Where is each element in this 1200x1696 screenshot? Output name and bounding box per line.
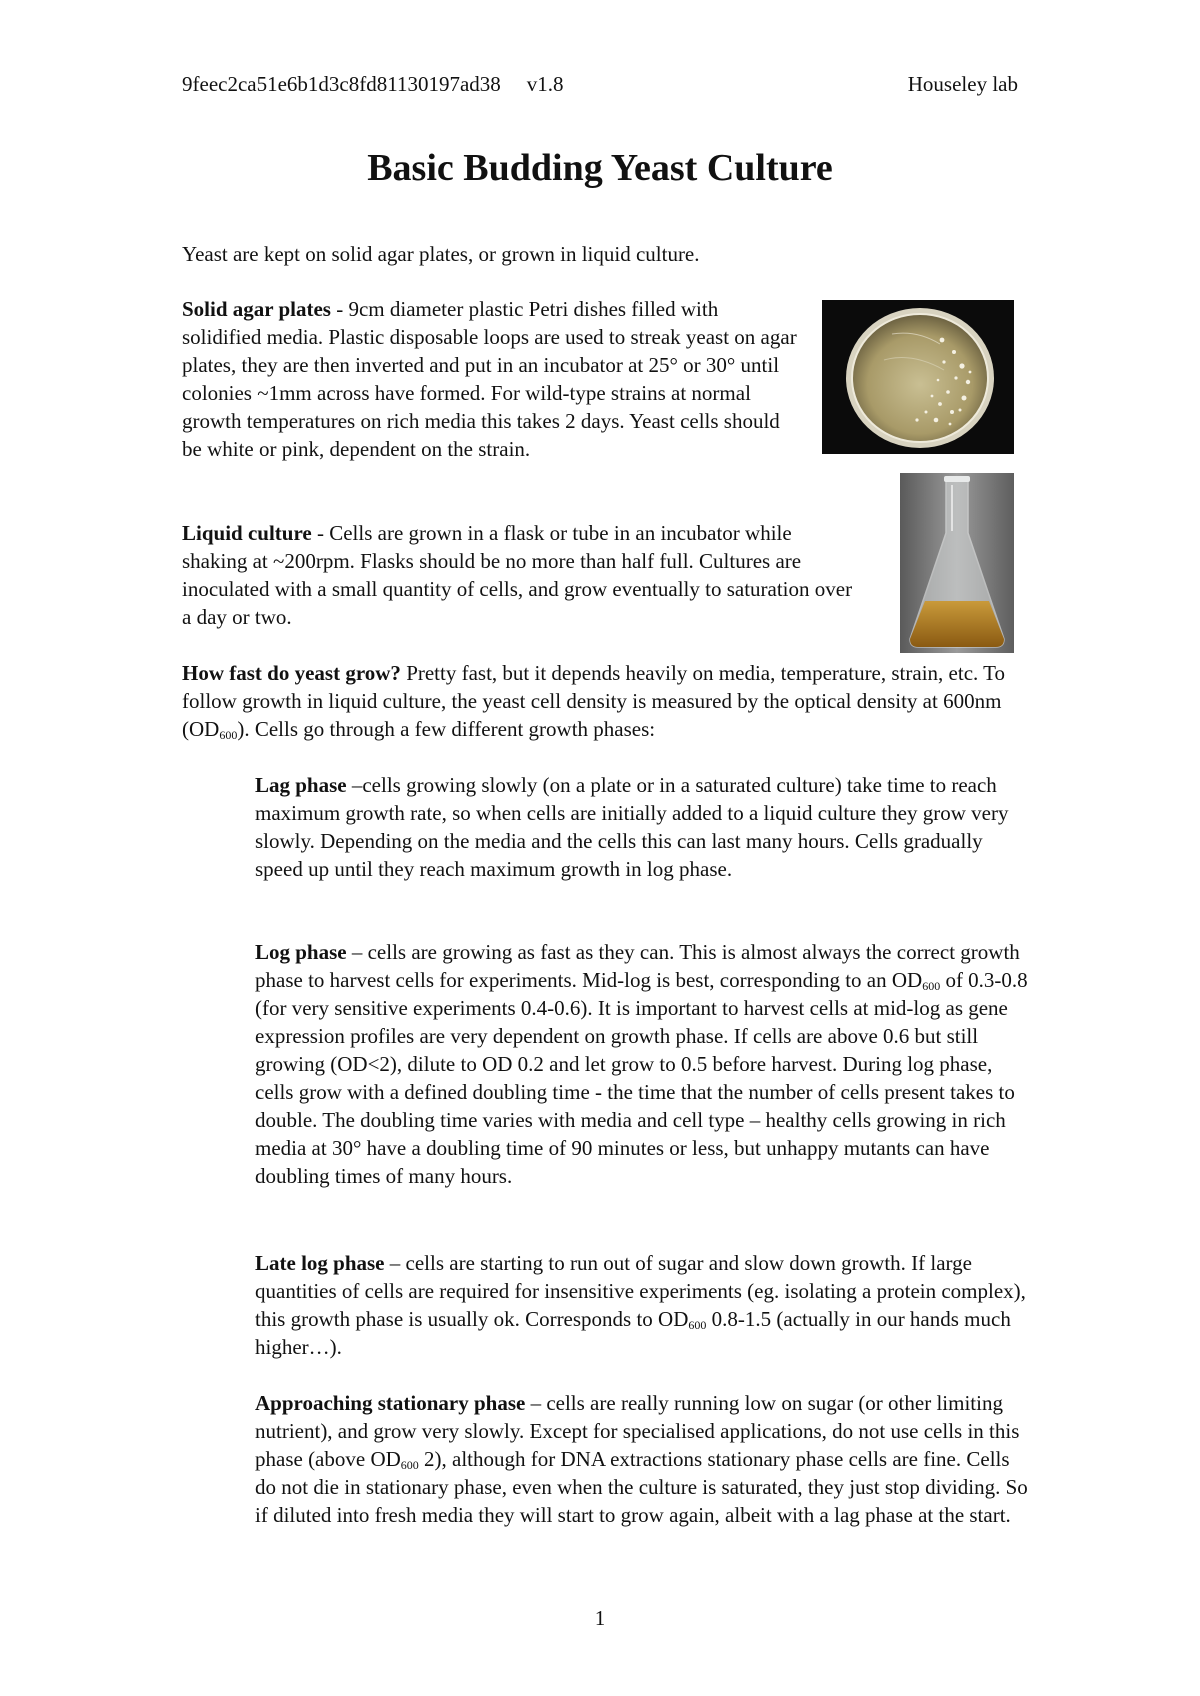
lag-phase-text: –cells growing slowly (on a plate or in a saturated culture) take time to reach maximum growth rate, so when cells are initially added to a liquid culture they grow very slowly. Depending on the media and the cells this can last many hours. Cells gradually speed up until they reach maximum growth in log phase.	[255, 773, 1009, 881]
flask-image	[900, 473, 1014, 653]
log-phase-text-1: – cells are growing as fast as they can. This is almost always the correct growth phase to harvest cells for experiments. Mid-log is best, corresponding to an OD	[255, 940, 1020, 992]
od-subscript: 600	[688, 1318, 707, 1332]
liquid-culture-paragraph	[182, 519, 862, 631]
intro-paragraph: Yeast are kept on solid agar plates, or grown in liquid culture.	[182, 242, 700, 266]
approaching-stationary-text-1: – cells are really running low on sugar (or other limiting nutrient), and grow very slowly. Except for specialised applications, do not use cells in this phase (above OD	[255, 1391, 1020, 1471]
lag-phase-paragraph	[255, 771, 1033, 883]
od-subscript: 600	[922, 979, 941, 993]
lag-phase-term: Lag phase	[255, 773, 347, 797]
approaching-stationary-term: Approaching stationary phase	[255, 1391, 526, 1415]
doc-version: v1.8	[526, 72, 564, 96]
lab-name: Houseley lab	[907, 72, 1018, 96]
erlenmeyer-flask-illustration	[900, 473, 1014, 653]
od-subscript: 600	[400, 1458, 419, 1472]
page-title: Basic Budding Yeast Culture	[367, 147, 833, 189]
late-log-phase-term: Late log phase	[255, 1251, 385, 1275]
solid-agar-term: Solid agar plates	[182, 297, 331, 321]
petri-dish-illustration	[822, 300, 1014, 454]
log-phase-text-2: of 0.3-0.8 (for very sensitive experiments 0.4-0.6). It is important to harvest cells at mid-log as gene expression profiles are very dependent on growth phase. If cells are above 0.6 but still growing (OD<2), dilute to OD 0.2 and let grow to 0.5 before harvest. During log phase, cells grow with a defined doubling time - the time that the number of cells present takes to double. The doubling time varies with media and cell type – healthy cells growing in rich media at 30° have a doubling time of 90 minutes or less, but unhappy mutants can have doubling times of many hours.	[255, 968, 1028, 1188]
late-log-phase-paragraph	[255, 1249, 1033, 1361]
header-left	[182, 72, 564, 97]
late-log-phase-text-1: – cells are starting to run out of sugar and slow down growth. If large quantities of cells are required for insensitive experiments (eg. isolating a protein complex), this growth phase is usually ok. Corresponds to OD	[255, 1251, 1026, 1331]
solid-agar-text: - 9cm diameter plastic Petri dishes filled with solidified media. Plastic disposable loops are used to streak yeast on agar plates, they are then inverted and put in an incubator at 25° or 30° until colonies ~1mm across have formed. For wild-type strains at normal growth temperatures on rich media this takes 2 days. Yeast cells should be white or pink, dependent on the strain.	[182, 297, 797, 461]
how-fast-term: How fast do yeast grow?	[182, 661, 401, 685]
late-log-phase-text-2: 0.8-1.5 (actually in our hands much higher…).	[255, 1307, 1011, 1359]
how-fast-text-1: Pretty fast, but it depends heavily on media, temperature, strain, etc. To follow growth in liquid culture, the yeast cell density is measured by the optical density at 600nm (OD	[182, 661, 1005, 741]
doc-id: 9feec2ca51e6b1d3c8fd81130197ad38	[182, 72, 501, 96]
how-fast-paragraph	[182, 659, 1032, 743]
how-fast-text-2: ). Cells go through a few different growth phases:	[237, 717, 656, 741]
liquid-culture-text: - Cells are grown in a flask or tube in an incubator while shaking at ~200rpm. Flasks should be no more than half full. Cultures are inoculated with a small quantity of cells, and grow eventually to saturation over a day or two.	[182, 521, 853, 629]
od-subscript: 600	[219, 728, 238, 742]
page-number: 1	[594, 1606, 606, 1630]
petri-dish-image	[822, 300, 1014, 454]
approaching-stationary-paragraph	[255, 1389, 1033, 1529]
log-phase-term: Log phase	[255, 940, 347, 964]
liquid-culture-term: Liquid culture	[182, 521, 312, 545]
approaching-stationary-text-2: 2), although for DNA extractions stationary phase cells are fine. Cells do not die in stationary phase, even when the culture is saturated, they just stop dividing. So if diluted into fresh media they will start to grow again, albeit with a lag phase at the start.	[255, 1447, 1028, 1527]
log-phase-paragraph	[255, 938, 1033, 1190]
solid-agar-paragraph	[182, 295, 802, 463]
